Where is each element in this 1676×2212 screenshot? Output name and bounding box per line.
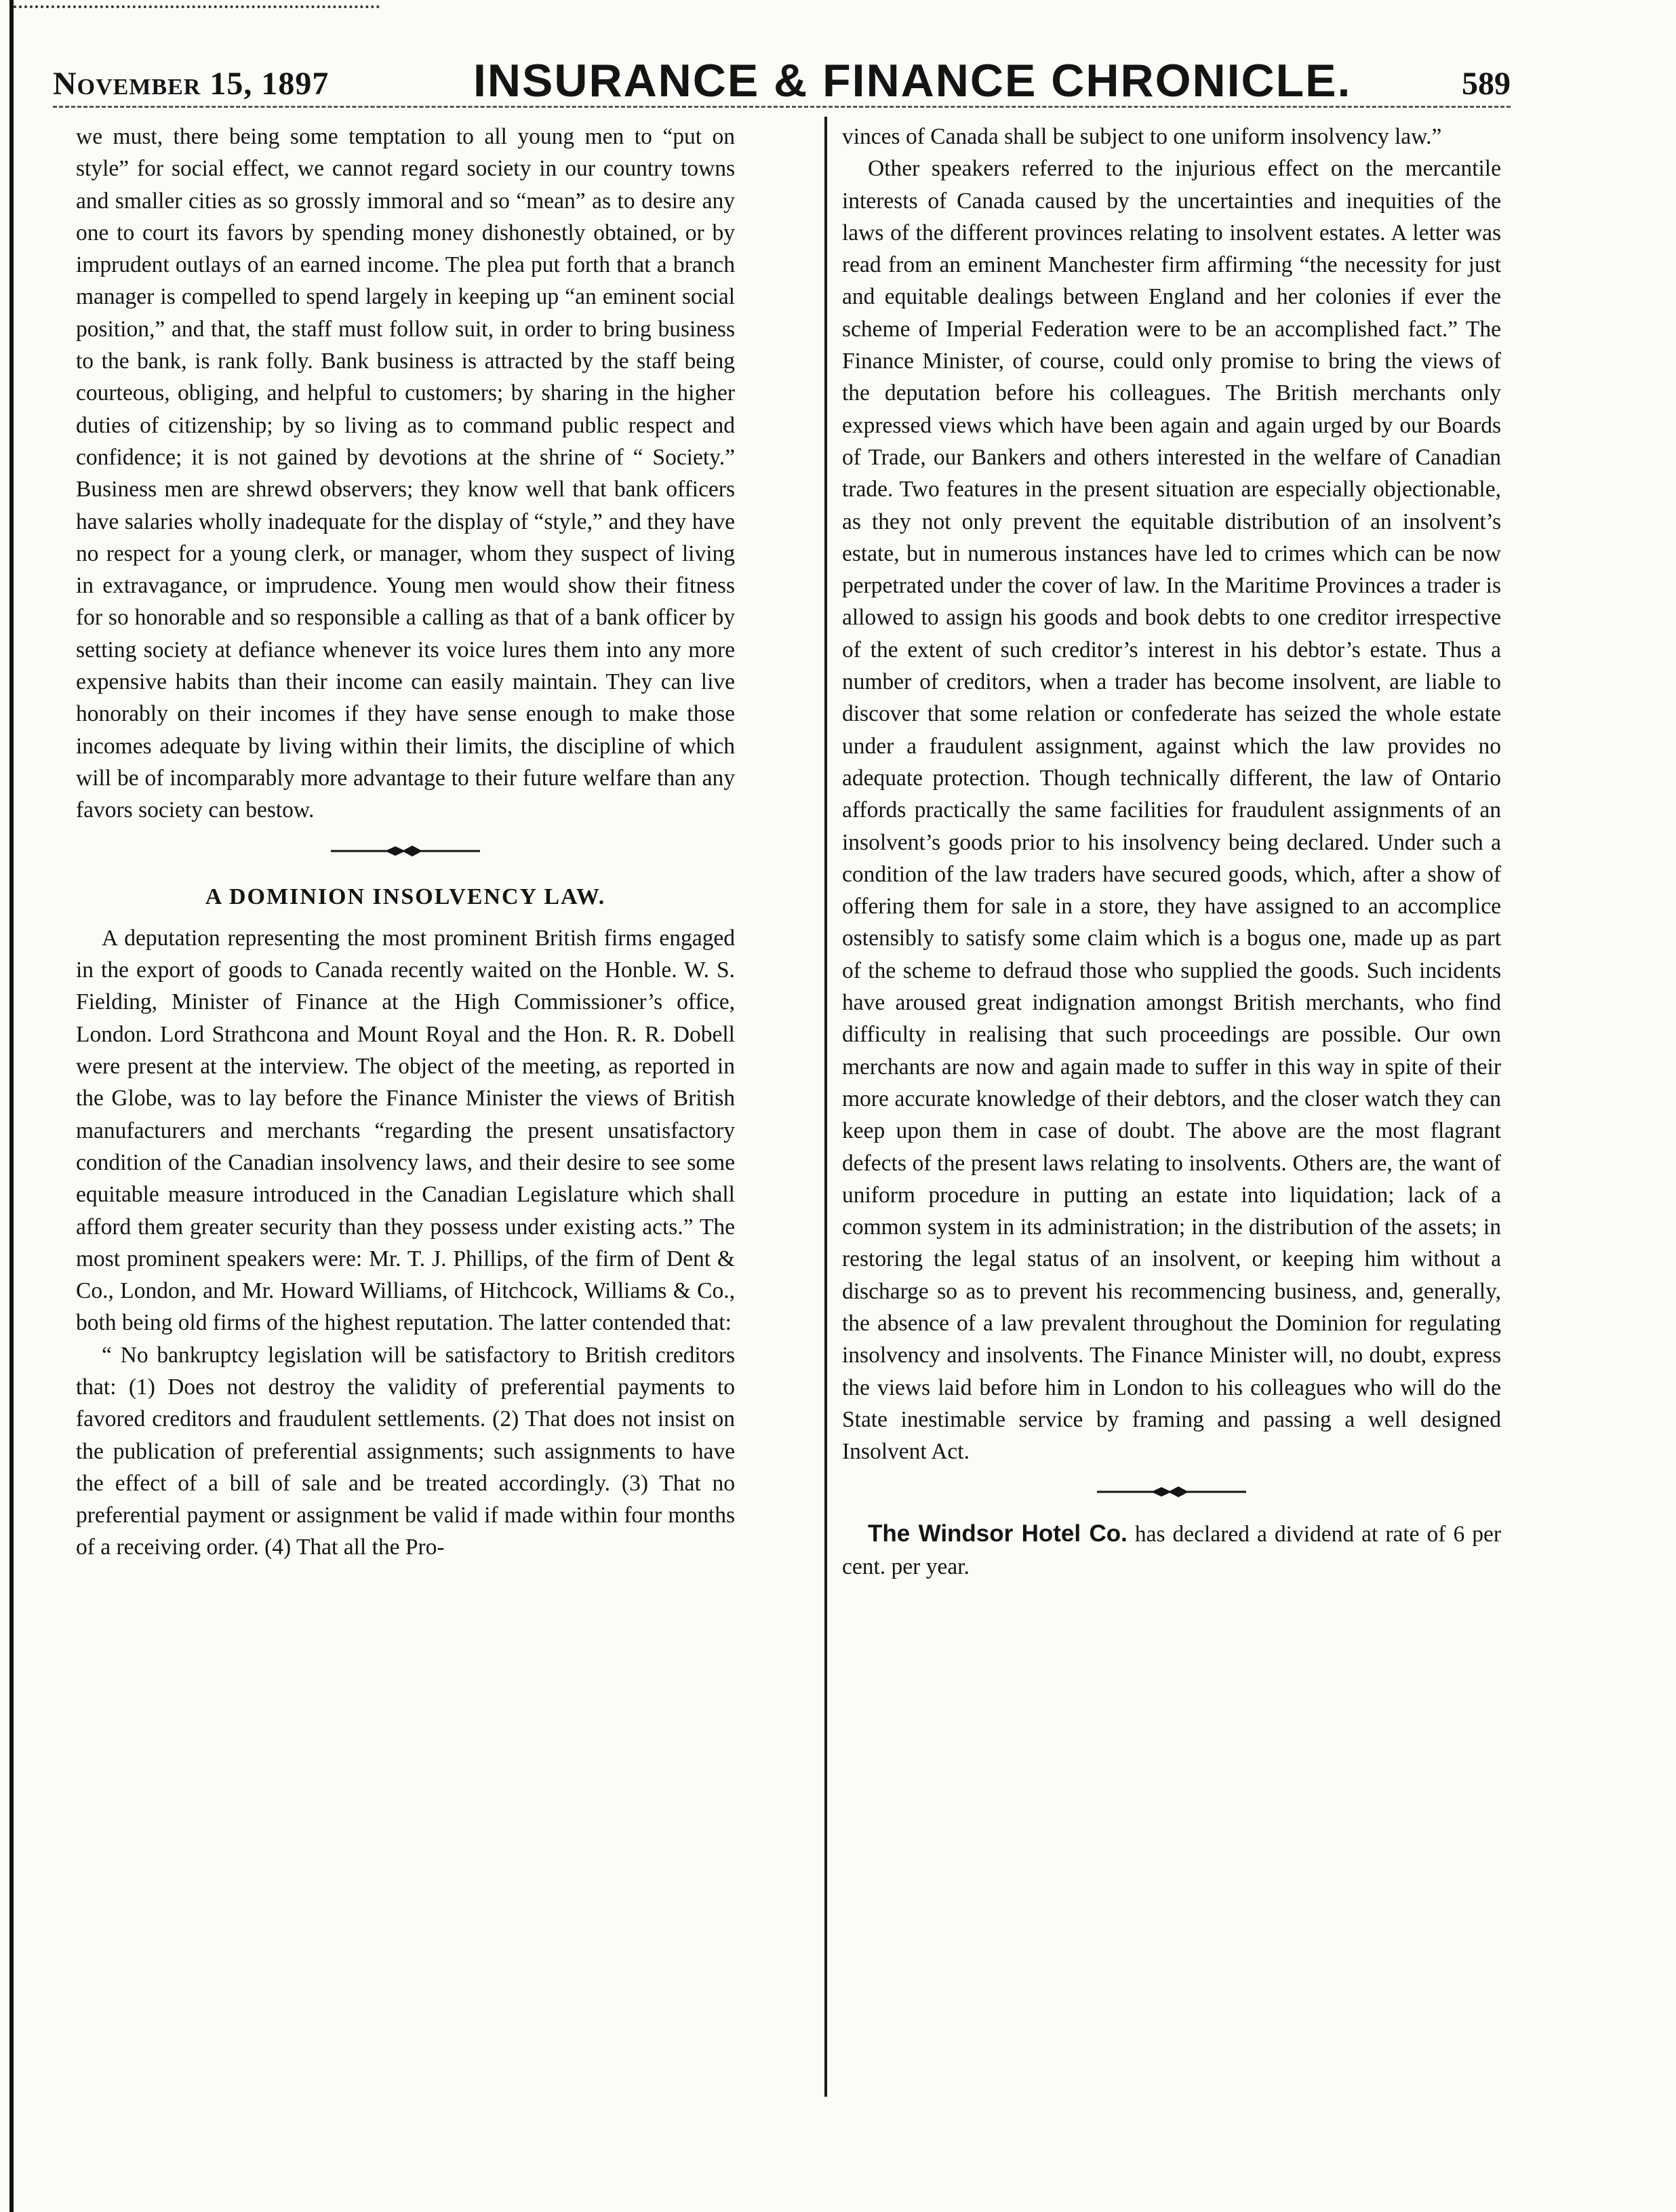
left-column <box>76 121 735 1564</box>
insolvency-article-paragraph: A deputation representing the most prominent British firms engaged in the export of goods to Canada recently waited on the Honble. W. S. Fielding, Minister of Finance at the High Commissioner’s office, London. Lord Strathcona and Mount Royal and the Hon. R. R. Dobell were present at the interview. The object of the meeting, as reported in the Globe, was to lay before the Finance Minister the views of British manufacturers and merchants “regarding the present unsatisfactory condition of the Canadian insolvency laws, and their desire to see some equitable measure introduced in the Canadian Legislature which shall afford them greater security than they possess under existing acts.” The most prominent speakers were: Mr. T. J. Phillips, of the firm of Dent & Co., London, and Mr. Howard Williams, of Hitchcock, Williams & Co., both being old firms of the highest reputation. The latter contended that: <box>76 925 735 1336</box>
publication-title: INSURANCE & FINANCE CHRONICLE. <box>473 55 1352 106</box>
insolvency-quote-paragraph: “ No bankruptcy legislation will be satisfactory to British creditors that: (1) Does not destroy the validity of preferential payments to favored creditors and fraudulent settlements. (2) That does not insist on the publication of preferential assignments; such assignments to have the effect of a bill of sale and be treated accordingly. (3) That no preferential payment or assignment be valid if made within four months of a receiving order. (4) That all the Pro- <box>76 1342 735 1560</box>
page-number: 589 <box>1462 66 1511 102</box>
insolvency-discussion-paragraph: Other speakers referred to the injurious effect on the mercantile interests of Canada caused by the uncertainties and inequities of the laws of the different provinces relating to insolvent estates. A letter was read from an eminent Manchester firm affirming “the necessity for just and equitable dealings between England and her colonies if ever the scheme of Imperial Federation were to be an accomplished fact.” The Finance Minister, of course, could only promise to bring the views of the deputation before his colleagues. The British merchants only expressed views which have been again and again urged by our Boards of Trade, our Bankers and others interested in the welfare of Canadian trade. Two features in the present situation are especially objectionable, as they not only prevent the equitable distribution of an insolvent’s estate, but in numerous instances have led to crimes which can be now perpetrated under the cover of law. In the Maritime Provinces a trader is allowed to assign his goods and book debts to one creditor irrespective of the extent of such creditor’s interest in his debtor’s estate. Thus a number of creditors, when a trader has become insolvent, are liable to discover that some relation or confederate has seized the whole estate under a fraudulent assignment, against which the law provides no adequate protection. Though technically different, the law of Ontario affords practically the same facilities for fraudulent assignments of an insolvent’s goods prior to his insolvency being declared. Under such a condition of the law traders have secured goods, which, after a show of offering them for sale in a store, they have assigned to an accomplice ostensibly to satisfy some claim which is a bogus one, made up as part of the scheme to defraud those who supplied the goods. Such incidents have aroused great indignation amongst British merchants, who find difficulty in realising that such proceedings are possible. Our own merchants are now and again made to suffer in this way in spite of their more accurate knowledge of their debtors, and the closer watch they can keep upon them in case of doubt. The above are the most flagrant defects of the present laws relating to insolvents. Others are, the want of uniform procedure in putting an estate into liquidation; lack of a common system in its administration; in the distribution of the assets; in restoring the legal status of an insolvent, or keeping him without a discharge so as to prevent his recommencing business, and, generally, the absence of a law prevalent throughout the Dominion for regulating insolvency and insolvents. The Finance Minister will, no doubt, express the views laid before him in London to his colleagues who will do the State inestimable service by framing and passing a well designed Insolvent Act. <box>842 156 1501 1465</box>
header-rule <box>53 106 1511 108</box>
page-header <box>53 53 1511 107</box>
right-column <box>842 121 1501 1583</box>
notice-ornament <box>1083 1485 1260 1499</box>
scan-border-left <box>9 0 14 2212</box>
notice-firm-name: The Windsor Hotel Co. <box>868 1520 1128 1547</box>
notice-text: has declared a dividend at rate of 6 per cent. per year. <box>842 1522 1501 1579</box>
article-continuation-paragraph: we must, there being some temptation to all young men to “put on style” for social effect, we cannot regard society in our country towns and smaller cities as so grossly immoral and so “mean” as to desire any one to court its favors by spending money dishonestly obtained, or by imprudent outlays of an earned income. The plea put forth that a branch manager is compelled to spend largely in keeping up “an eminent social position,” and that, the staff must follow suit, in order to bring business to the bank, is rank folly. Bank business is attracted by the staff being courteous, obliging, and helpful to customers; by sharing in the higher duties of citizenship; by so living as to command public respect and confidence; it is not gained by devotions at the shrine of “ Society.” Business men are shrewd observers; they know well that bank officers have salaries wholly inadequate for the display of “style,” and they have no respect for a young clerk, or manager, whom they suspect of living in extravagance, or imprudence. Young men would show their fitness for so honorable and so responsible a calling as that of a bank officer by setting society at defiance whenever its voice lures them into any more expensive habits than their income can easily maintain. They can live honorably on their incomes if they have sense enough to make those incomes adequate by living within their limits, the discipline of which will be of incomparably more advantage to their future welfare than any favors society can bestow. <box>76 124 735 823</box>
section-ornament <box>317 844 494 858</box>
section-heading: A DOMINION INSOLVENCY LAW. <box>205 884 606 909</box>
dividend-notice <box>842 1518 1501 1583</box>
scan-mark-top <box>14 5 380 11</box>
quote-continuation-paragraph: vinces of Canada shall be subject to one uniform insolvency law.” <box>842 124 1442 149</box>
issue-date: November 15, 1897 <box>53 66 330 102</box>
column-divider <box>824 117 827 2097</box>
